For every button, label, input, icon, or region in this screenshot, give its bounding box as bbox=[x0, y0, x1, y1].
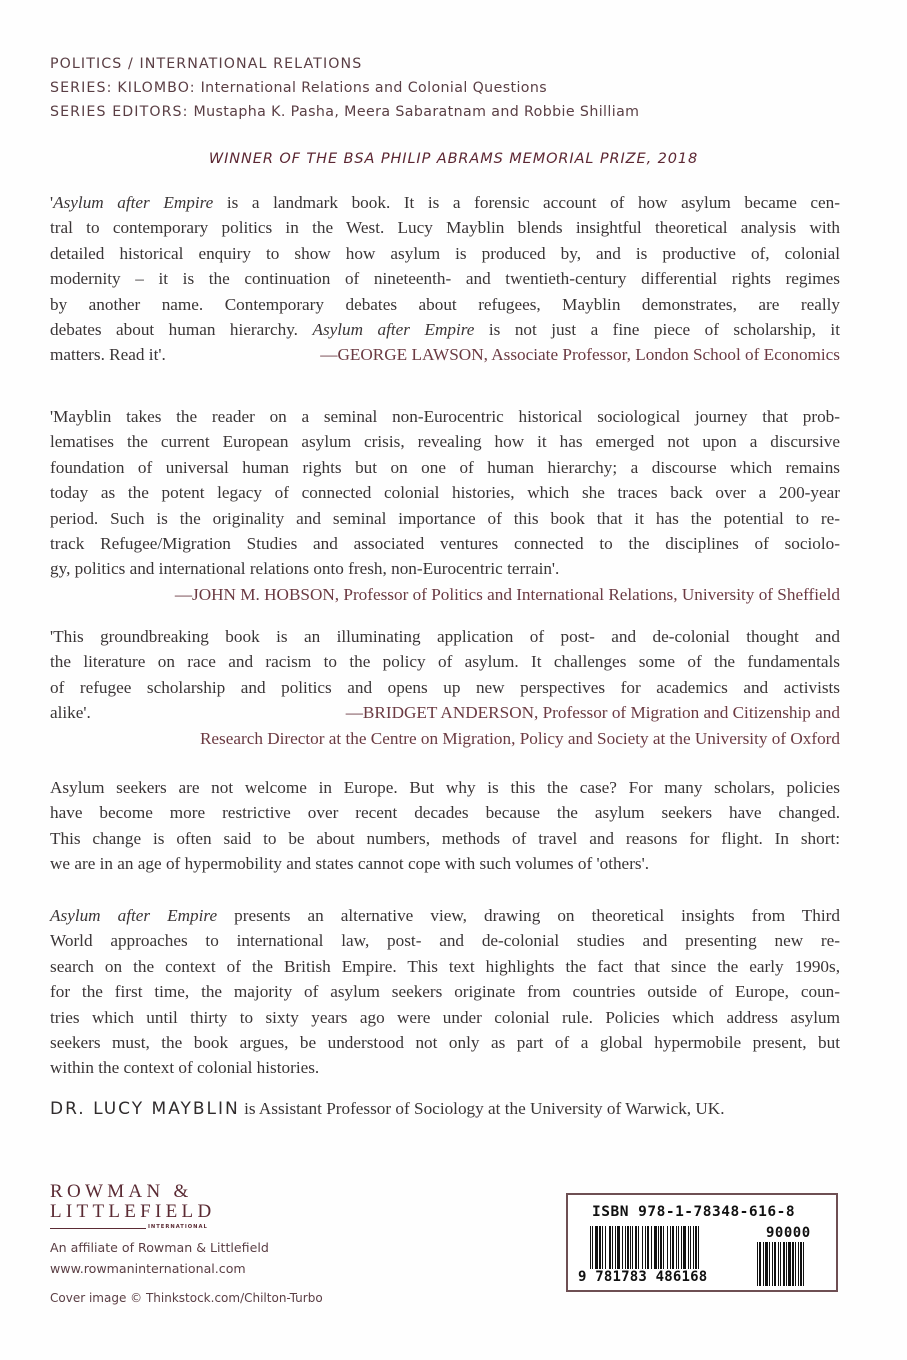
logo-rule bbox=[50, 1224, 250, 1234]
text-line: within the context of colonial histories. bbox=[50, 1058, 320, 1078]
barcode-stripe bbox=[778, 1242, 779, 1286]
series-line bbox=[50, 80, 547, 96]
closing-line: gy, politics and international relations onto fresh, non-Eurocentric terrain'. bbox=[50, 559, 560, 579]
text-line: modernity – it is the continuation of nineteenth- and twentieth-century differential rights regimes bbox=[50, 269, 840, 289]
barcode-stripe bbox=[786, 1242, 787, 1286]
attribution: —BRIDGET ANDERSON, Professor of Migration and Citizenship and bbox=[345, 703, 840, 723]
isbn-label: ISBN 978-1-78348-616-8 bbox=[592, 1204, 796, 1220]
quote-open: ' bbox=[50, 193, 54, 212]
text-line: 'This groundbreaking book is an illuminating application of post- and de-colonial thought and bbox=[50, 627, 840, 646]
text-line: of refugee scholarship and politics and opens up new perspectives for academics and activists bbox=[50, 677, 840, 697]
publisher-affiliate: An affiliate of Rowman & Littlefield bbox=[50, 1240, 269, 1255]
isbn-barcode-box bbox=[566, 1193, 838, 1292]
barcode-stripe bbox=[772, 1242, 773, 1286]
logo-divider bbox=[50, 1228, 146, 1229]
text-line: for the first time, the majority of asylum seekers originate from countries outside of Europe, coun- bbox=[50, 982, 840, 1002]
endorsement-lawson bbox=[50, 190, 840, 368]
barcode-stripe bbox=[780, 1242, 781, 1286]
barcode-stripe bbox=[757, 1242, 758, 1286]
barcode-stripe bbox=[795, 1242, 796, 1286]
logo-line-2: LITTLEFIELD bbox=[50, 1201, 216, 1222]
editors-label: SERIES EDITORS: bbox=[50, 104, 189, 120]
barcode-stripe bbox=[803, 1242, 804, 1286]
ean-number: 9 781783 486168 bbox=[578, 1269, 708, 1285]
text-line bbox=[50, 317, 840, 342]
text-line: we are in an age of hypermobility and states cannot cope with such volumes of 'others'. bbox=[50, 854, 649, 874]
text-line: track Refugee/Migration Studies and associated ventures connected to the disciplines of sociolo- bbox=[50, 533, 840, 553]
text-fragment: is not just a fine piece of scholarship, it bbox=[474, 319, 840, 339]
book-title-italic: Asylum after Empire bbox=[50, 906, 218, 925]
barcode-stripe bbox=[769, 1242, 770, 1286]
text-line: period. Such is the originality and seminal importance of this book that it has the potential to re- bbox=[50, 508, 840, 528]
prize-banner: WINNER OF THE BSA PHILIP ABRAMS MEMORIAL PRIZE, 2018 bbox=[208, 151, 699, 167]
text-line: by another name. Contemporary debates about refugees, Mayblin demonstrates, are really bbox=[50, 294, 840, 314]
closing-text: matters. Read it'. bbox=[50, 345, 166, 365]
text-line: have become more restrictive over recent decades because the asylum seekers have changed. bbox=[50, 803, 840, 823]
series-label: SERIES: bbox=[50, 80, 113, 96]
book-title-italic: Asylum after Empire bbox=[53, 193, 214, 212]
attribution-line-2: Research Director at the Centre on Migration, Policy and Society at the University of Oxford bbox=[199, 728, 840, 748]
barcode-stripe bbox=[798, 1242, 799, 1286]
logo-line-1: ROWMAN & bbox=[50, 1181, 193, 1202]
barcode-stripe bbox=[774, 1242, 776, 1286]
barcode-stripe bbox=[759, 1242, 761, 1286]
text-line: Asylum seekers are not welcome in Europe. But why is this the case? For many scholars, policies bbox=[50, 778, 840, 797]
barcode-stripe bbox=[792, 1242, 794, 1286]
barcode-stripe bbox=[800, 1242, 802, 1286]
endorsement-anderson bbox=[50, 624, 840, 751]
author-bio-text: is Assistant Professor of Sociology at the University of Warwick, UK. bbox=[239, 1099, 725, 1118]
attribution: —JOHN M. HOBSON, Professor of Politics and International Relations, University of Sheffield bbox=[174, 584, 840, 604]
addon-number: 90000 bbox=[766, 1225, 811, 1241]
barcode-stripe bbox=[765, 1242, 768, 1286]
barcode-stripe bbox=[783, 1242, 785, 1286]
closing-line bbox=[50, 342, 840, 367]
text-line: tral to contemporary politics in the West. Lucy Mayblin blends insightful theoretical analysis with bbox=[50, 218, 840, 238]
author-name: DR. LUCY MAYBLIN bbox=[50, 1099, 240, 1119]
publisher-website[interactable]: www.rowmaninternational.com bbox=[50, 1261, 246, 1276]
closing-text: alike'. bbox=[50, 703, 91, 723]
text-line: the literature on race and racism to the policy of asylum. It challenges some of the fundamentals bbox=[50, 652, 840, 672]
text-line: This change is often said to be about numbers, methods of travel and reasons for flight. In short: bbox=[50, 828, 840, 848]
text-line: today as the potent legacy of connected colonial histories, which she traces back over a 200-year bbox=[50, 483, 840, 503]
description-paragraph-1 bbox=[50, 775, 840, 877]
cover-credit: Cover image © Thinkstock.com/Chilton-Turbo bbox=[50, 1291, 323, 1305]
closing-line bbox=[50, 700, 840, 725]
barcode-stripe bbox=[788, 1242, 791, 1286]
description-paragraph-2 bbox=[50, 903, 840, 1081]
author-bio bbox=[50, 1099, 840, 1119]
text-fragment: is a landmark book. It is a forensic account of how asylum became cen- bbox=[213, 193, 840, 212]
series-name-caps: KILOMBO: bbox=[117, 80, 196, 96]
text-line: seekers must, the book argues, be understood not only as part of a global hypermobile present, but bbox=[50, 1032, 840, 1052]
category-text: POLITICS / INTERNATIONAL RELATIONS bbox=[50, 56, 363, 72]
category-line bbox=[50, 56, 362, 72]
book-title-italic: Asylum after Empire bbox=[312, 319, 475, 339]
editors-names: Mustapha K. Pasha, Meera Sabaratnam and Robbie Shilliam bbox=[193, 104, 640, 120]
text-line: detailed historical enquiry to show how asylum is produced by, and is productive of, colonial bbox=[50, 243, 840, 263]
text-line bbox=[50, 903, 840, 928]
text-line: foundation of universal human rights but on one of human hierarchy; a discourse which remains bbox=[50, 457, 840, 477]
publisher-logo bbox=[50, 1182, 250, 1234]
attribution: —GEORGE LAWSON, Associate Professor, London School of Economics bbox=[320, 345, 840, 365]
text-line: search on the context of the British Empire. This text highlights the fact that since the early 1990s, bbox=[50, 956, 840, 976]
barcode-stripe bbox=[763, 1242, 764, 1286]
text-line: lematises the current European asylum crisis, revealing how it has emerged not upon a discursive bbox=[50, 432, 840, 452]
text-line: tries which until thirty to sixty years ago were under colonial rule. Policies which address asylum bbox=[50, 1007, 840, 1027]
endorsement-hobson bbox=[50, 404, 840, 607]
text-line: World approaches to international law, post- and de-colonial studies and presenting new re- bbox=[50, 931, 840, 951]
series-name: International Relations and Colonial Questions bbox=[200, 80, 548, 96]
text-line bbox=[50, 190, 840, 215]
editors-line bbox=[50, 104, 639, 120]
logo-subtitle: INTERNATIONAL bbox=[148, 1224, 208, 1230]
text-fragment: presents an alternative view, drawing on theoretical insights from Third bbox=[217, 906, 840, 925]
text-fragment: debates about human hierarchy. bbox=[50, 319, 313, 339]
text-line: 'Mayblin takes the reader on a seminal non-Eurocentric historical sociological journey that prob- bbox=[50, 407, 840, 426]
